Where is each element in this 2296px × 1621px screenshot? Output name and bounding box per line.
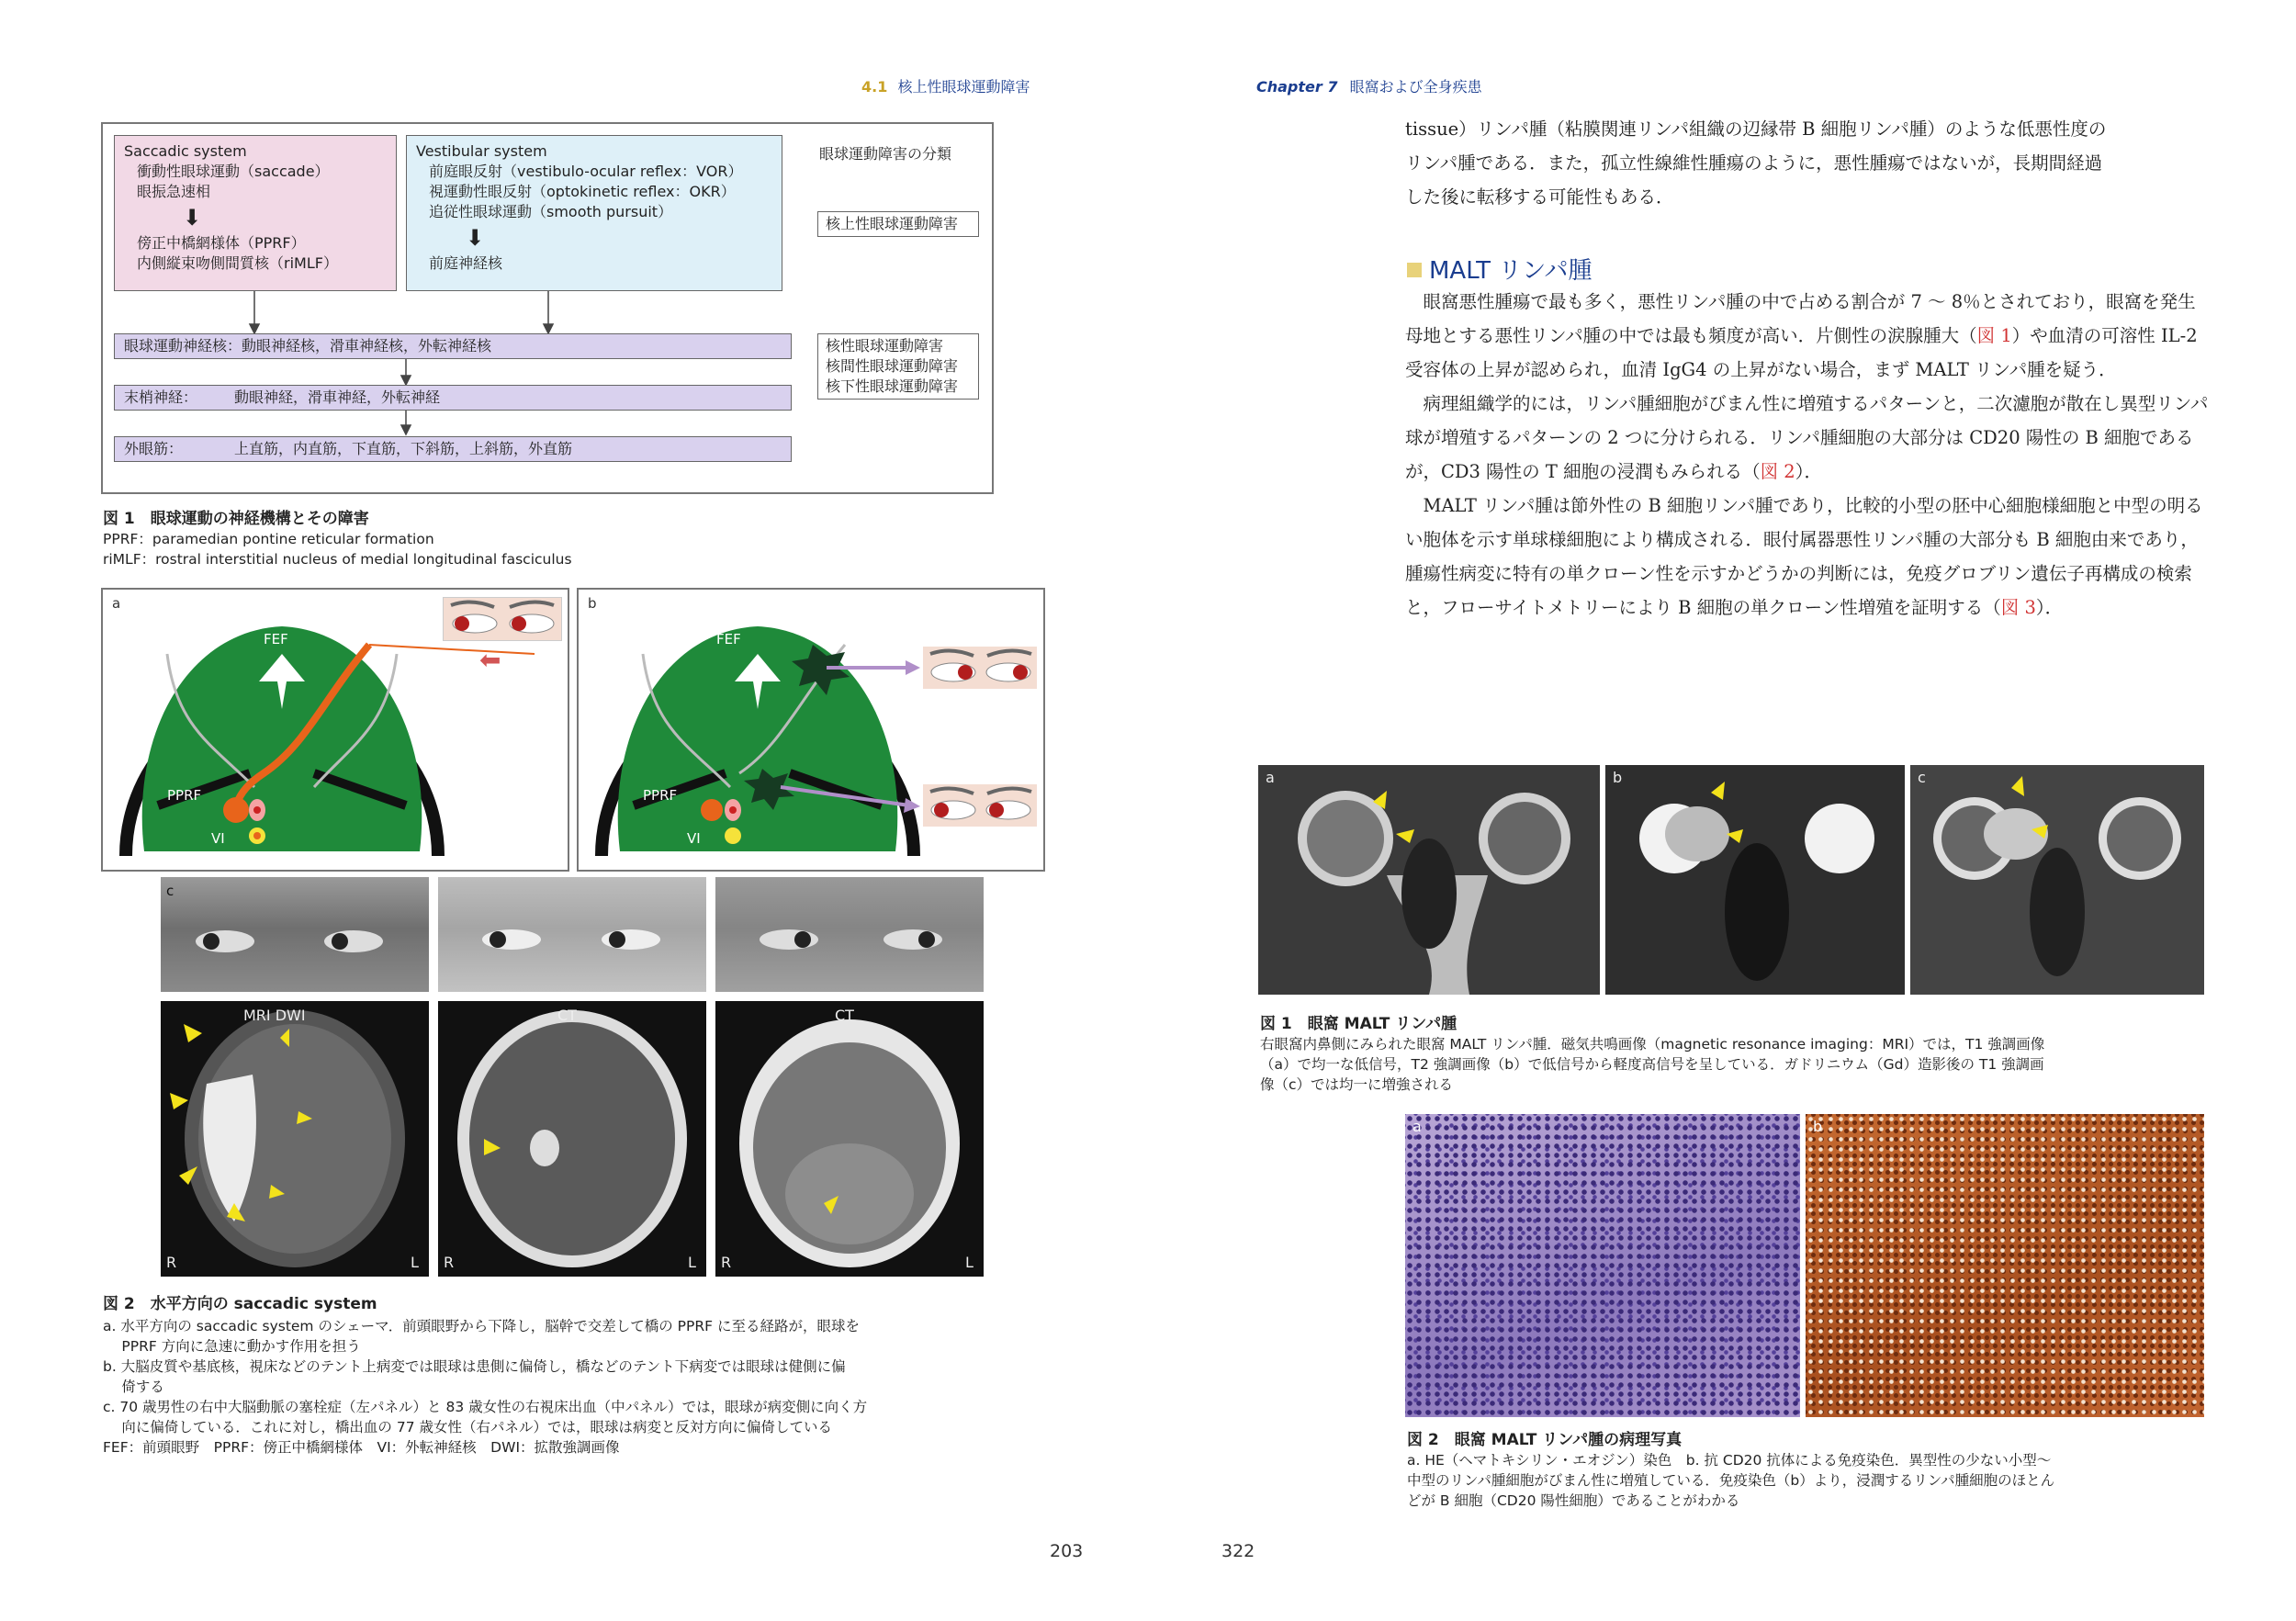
right-fig2-caption-title: 図 2 眼窩 MALT リンパ腫の病理写真 — [1407, 1431, 1683, 1449]
side-right-label: R — [166, 1254, 177, 1271]
section-heading — [1407, 252, 1592, 286]
vestibular-result: 前庭神経核 — [429, 254, 503, 272]
intro-text — [1405, 112, 2213, 214]
caption-line: 中型のリンパ腫細胞がびまん性に増殖している．免疫染色（b）より，浸潤するリンパ腫細胞のほとん — [1407, 1472, 2055, 1489]
text-line: tissue）リンパ腫（粘膜関連リンパ組織の辺縁帯 B 細胞リンパ腫）のような低悪性度の — [1405, 118, 2107, 140]
vi-label: VI — [687, 830, 701, 847]
eyes-photo-icon — [438, 877, 706, 992]
caption-line: PPRF：paramedian pontine reticular formation — [103, 531, 434, 547]
caption-line: （a）で均一な低信号，T2 強調画像（b）で低信号から軽度高信号を呈している．ガドリニウム（Gd）造影後の T1 強調画 — [1260, 1056, 2044, 1073]
brain-scan-icon — [715, 1001, 984, 1277]
chapter-title: 眼窩および全身疾患 — [1349, 78, 1482, 96]
section-heading-text: MALT リンパ腫 — [1429, 257, 1593, 285]
saccadic-result: 内側縦束吻側間質核（riMLF） — [137, 254, 338, 272]
eyes-illustration-lower — [923, 784, 1037, 827]
eyes-illustration — [443, 597, 562, 641]
paragraph: 病理組織学的には，リンパ腫細胞がびまん性に増殖するパターンと，二次濾胞が散在し異型リンパ球が増殖するパターンの 2 つに分けられる．リンパ腫細胞の大部分は CD20 陽性の B 細胞であるが，CD3 陽性の T 細胞の浸潤もみられる（図 2）． — [1405, 393, 2209, 482]
figure2-panel-a — [101, 588, 569, 872]
eye-photo-3 — [715, 877, 984, 992]
paragraph: 眼窩悪性腫瘍で最も多く，悪性リンパ腫の中で占める割合が 7 ～ 8％とされており，眼窩を発生母地とする悪性リンパ腫の中では最も頻度が高い．片側性の涙腺腫大（図 1）や血清の可溶性 IL-2 受容体の上昇が認められ，血清 IgG4 の上昇がない場合，まず MALT リンパ腫を疑う． — [1405, 291, 2198, 380]
caption-line: 像（c）では均一に増強される — [1260, 1076, 1454, 1093]
vi-label: VI — [211, 830, 225, 847]
caption-line: 倚する — [103, 1379, 164, 1395]
paragraph: MALT リンパ腫は節外性の B 細胞リンパ腫であり，比較的小型の胚中心細胞様細胞と中型の明るい胞体を示す単球様細胞により構成される．眼付属器悪性リンパ腫の大部分も B 細胞由来であり，腫瘍性病変に特有の単クローン性を示すかどうかの判断には，免疫グロブリン遺伝子再構成の検索と，フローサイトメトリーにより B 細胞の単クローン性増殖を証明する（図 3）． — [1405, 495, 2203, 618]
mri-dwi-scan — [161, 1001, 429, 1277]
side-left-label: L — [965, 1254, 974, 1271]
fig2-caption — [103, 1316, 1030, 1458]
eyes-left-gaze-icon — [444, 598, 561, 640]
extraocular-muscle-bar: 外眼筋： 上直筋，内直筋，下直筋，下斜筋，上斜筋，外直筋 — [114, 436, 792, 462]
figure-reference-link[interactable]: 図 1 — [1976, 325, 2012, 346]
left-page-number: 203 — [1050, 1541, 1084, 1561]
caption-line: 向に偏倚している．これに対し，橋出血の 77 歳女性（右パネル）では，眼球は病変と反対方向に偏倚している — [103, 1419, 833, 1435]
mri-panel-a — [1258, 765, 1600, 995]
right-page-number: 322 — [1221, 1541, 1255, 1561]
fef-label: FEF — [716, 631, 741, 647]
vestibular-item: 前庭眼反射（vestibulo-ocular reflex：VOR） — [429, 163, 743, 180]
classification-title: 眼球運動障害の分類 — [819, 145, 952, 163]
figure2-panel-c — [161, 877, 985, 1281]
saccadic-item: 眼振急速相 — [137, 183, 211, 200]
peripheral-nerve-bar: 末梢神経： 動眼神経，滑車神経，外転神経 — [114, 385, 792, 411]
brain-scan-icon — [438, 1001, 706, 1277]
fig2-caption-title: 図 2 水平方向の saccadic system — [103, 1295, 377, 1313]
caption-line: b. 大脳皮質や基底核，視床などのテント上病変では眼球は患側に偏倚し，橋などのテント下病変では眼球は健側に偏 — [103, 1358, 846, 1375]
panel-label: b — [1613, 769, 1623, 786]
fef-label: FEF — [264, 631, 288, 647]
right-fig1-caption-title: 図 1 眼窩 MALT リンパ腫 — [1260, 1015, 1458, 1033]
nucleus-bar: 眼球運動神経核：動眼神経核，滑車神経核，外転神経核 — [114, 333, 792, 359]
panel-label: b — [1813, 1118, 1823, 1135]
mri-panel-c — [1910, 765, 2204, 995]
orbit-mri-icon — [1258, 765, 1600, 995]
section-title: 核上性眼球運動障害 — [897, 78, 1030, 96]
side-right-label: R — [444, 1254, 455, 1271]
scan-label: CT — [835, 1007, 854, 1024]
scan-label: CT — [557, 1007, 577, 1024]
figure1-diagram — [101, 122, 994, 494]
eye-photo-2 — [438, 877, 706, 992]
saccadic-item: 衝動性眼球運動（saccade） — [137, 163, 330, 180]
brain-lesion-schema-icon — [579, 590, 1043, 870]
panel-label: c — [1918, 769, 1926, 786]
panel-label: a — [112, 595, 121, 612]
orbit-mri-icon — [1910, 765, 2204, 995]
caption-line: どが B 細胞（CD20 陽性細胞）であることがわかる — [1407, 1492, 1740, 1509]
eye-photo-1 — [161, 877, 429, 992]
eyes-illustration-upper — [923, 647, 1037, 689]
caption-line: c. 70 歳男性の右中大脳動脈の塞栓症（左パネル）と 83 歳女性の右視床出血（中パネル）では，眼球が病変側に向く方 — [103, 1399, 868, 1415]
scan-label: MRI DWI — [243, 1007, 306, 1024]
section-square-icon — [1407, 263, 1422, 277]
vestibular-item: 視運動性眼反射（optokinetic reflex：OKR） — [429, 183, 736, 200]
down-arrow-icon: ⬇ — [466, 225, 485, 251]
figure-reference-link[interactable]: 図 3 — [2000, 597, 2036, 618]
caption-line: PPRF 方向に急速に動かす作用を担う — [103, 1338, 361, 1355]
pprf-label: PPRF — [643, 787, 678, 804]
side-left-label: L — [688, 1254, 696, 1271]
ct-scan-1 — [438, 1001, 706, 1277]
eyes-photo-icon — [161, 877, 429, 992]
vestibular-item: 追従性眼球運動（smooth pursuit） — [429, 203, 673, 220]
class-item: 核間性眼球運動障害 — [826, 357, 959, 375]
figure2-panel-b — [577, 588, 1045, 872]
saccadic-result: 傍正中橋網様体（PPRF） — [137, 234, 306, 252]
pathology-cd20-stain — [1806, 1114, 2204, 1417]
caption-line: FEF：前頭眼野 PPRF：傍正中橋網様体 VI：外転神経核 DWI：拡散強調画像 — [103, 1439, 620, 1456]
class-item: 核下性眼球運動障害 — [826, 377, 959, 395]
down-arrow-icon: ⬇ — [183, 205, 202, 231]
panel-label: c — [166, 883, 174, 899]
side-left-label: L — [411, 1254, 419, 1271]
figure-reference-link[interactable]: 図 2 — [1760, 461, 1795, 482]
eyes-left-gaze-icon — [923, 784, 1037, 827]
left-running-head — [861, 75, 1030, 96]
ct-scan-2 — [715, 1001, 984, 1277]
body-text — [1405, 285, 2213, 625]
right-fig1-caption — [1260, 1034, 2206, 1095]
fig1-caption — [103, 529, 572, 569]
caption-line: 右眼窩内鼻側にみられた眼窩 MALT リンパ腫．磁気共鳴画像（magnetic resonance imaging：MRI）では，T1 強調画像 — [1260, 1036, 2045, 1053]
pprf-label: PPRF — [167, 787, 202, 804]
mri-panel-b — [1605, 765, 1905, 995]
panel-label: a — [1266, 769, 1275, 786]
orbit-mri-icon — [1605, 765, 1905, 995]
text-line: リンパ腫である．また，孤立性線維性腫瘍のように，悪性腫瘍ではないが，長期間経過 — [1405, 152, 2103, 174]
chapter-number: Chapter 7 — [1256, 78, 1338, 96]
right-running-head — [1256, 75, 1482, 96]
panel-label: b — [588, 595, 597, 612]
eyes-right-gaze-icon — [923, 647, 1037, 689]
class-item: 核性眼球運動障害 — [826, 337, 944, 355]
eyes-photo-icon — [715, 877, 984, 992]
caption-line: a. HE（ヘマトキシリン・エオジン）染色 b. 抗 CD20 抗体による免疫染色．異型性の少ない小型～ — [1407, 1452, 2052, 1469]
gaze-direction-arrow-icon: ⬅ — [479, 645, 501, 675]
side-right-label: R — [721, 1254, 732, 1271]
caption-line: a. 水平方向の saccadic system のシェーマ．前頭眼野から下降し，脳幹で交差して橋の PPRF に至る経路が，眼球を — [103, 1318, 860, 1334]
fig1-caption-title: 図 1 眼球運動の神経機構とその障害 — [103, 510, 369, 528]
vestibular-title: Vestibular system — [416, 142, 547, 160]
saccadic-title: Saccadic system — [124, 142, 247, 160]
class-supranuclear-box: 核上性眼球運動障害 — [817, 211, 979, 237]
section-number: 4.1 — [861, 78, 888, 96]
right-fig2-caption — [1407, 1450, 2206, 1511]
panel-label: a — [1412, 1118, 1422, 1135]
brain-scan-icon — [161, 1001, 429, 1277]
pathology-he-stain — [1405, 1114, 1800, 1417]
text-line: した後に転移する可能性もある． — [1405, 186, 1674, 208]
caption-line: riMLF：rostral interstitial nucleus of medial longitudinal fasciculus — [103, 551, 572, 568]
